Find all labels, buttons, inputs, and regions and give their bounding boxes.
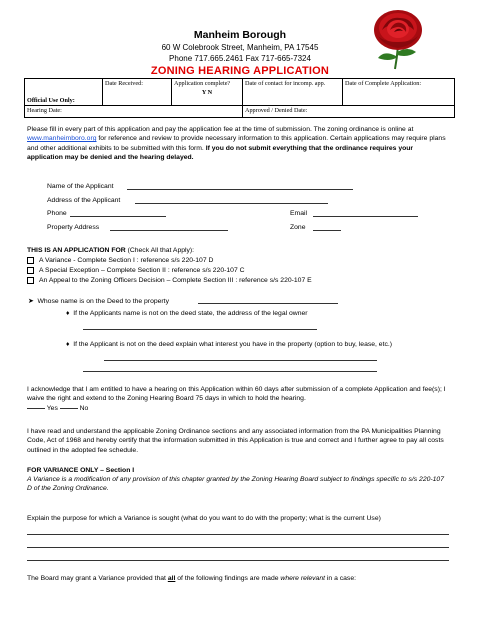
board-text-1: The Board may grant a Variance provided that xyxy=(27,575,168,582)
acknowledge-text: I acknowledge that I am entitled to have a hearing on this Application within 60 days after submission of a complete Application and fee(s); I waive the right and extend to the Zoning Hearing Board 75 days in which to hold the hearing. xyxy=(27,386,446,403)
option-variance-label: A Variance - Complete Section I : reference s/s 220-107 D xyxy=(39,257,214,264)
form-title: ZONING HEARING APPLICATION xyxy=(150,65,330,77)
variance-purpose-line-3[interactable] xyxy=(27,560,449,561)
phone-label: Phone xyxy=(47,210,67,217)
website-link[interactable]: www.manheimboro.org xyxy=(27,135,97,143)
intro-warning: If you do not submit everything that the ordinance requires your application may be denied and the hearing delayed. xyxy=(27,144,414,162)
checkbox-icon[interactable] xyxy=(27,277,34,284)
option-appeal-label: An Appeal to the Zoning Officers Decision – Complete Section III : reference s/s 220-107 E xyxy=(39,277,312,284)
legal-owner-field[interactable] xyxy=(83,329,317,330)
board-all: all xyxy=(167,575,176,582)
org-name: Manheim Borough xyxy=(193,29,287,41)
yes-label: Yes xyxy=(46,405,58,412)
official-use-label: Official Use Only: xyxy=(27,96,75,104)
board-findings-paragraph xyxy=(27,574,449,583)
date-received-label: Date Received: xyxy=(105,80,143,87)
deed-sub1 xyxy=(66,309,446,318)
complete-date-label: Date of Complete Application: xyxy=(345,80,422,87)
applicant-name-field[interactable] xyxy=(127,189,353,190)
option-special-exception-label: A Special Exception – Complete Section II : reference s/s 220-107 C xyxy=(39,267,245,274)
certify-paragraph: I have read and understand the applicable Zoning Ordinance sections and any associated information from the PA Municipalities Planning Code, Act of 1968 and hereby certify that the information submitted in this Application is true and correct and I further agree to pay all costs outlined in the adopted fee schedule. xyxy=(27,428,444,454)
deed-owner-field[interactable] xyxy=(198,303,338,304)
deed-sub2-label: If the Applicant is not on the deed explain what interest you have in the property (option to buy, lease, etc.) xyxy=(73,341,393,348)
approved-denied-cell[interactable] xyxy=(243,106,455,118)
zone-field[interactable] xyxy=(313,230,341,231)
interest-field-2[interactable] xyxy=(83,371,377,372)
application-complete-label: Application complete? xyxy=(174,80,231,87)
board-text-3: in a case: xyxy=(325,575,356,582)
applicant-address-field[interactable] xyxy=(135,203,328,204)
variance-purpose-prompt: Explain the purpose for which a Variance is sought (what do you want to do with the property; what is the current Use) xyxy=(27,515,381,522)
applicant-address-label: Address of the Applicant xyxy=(47,197,121,204)
checkbox-icon[interactable] xyxy=(27,267,34,274)
deed-sub1-label: If the Applicants name is not on the deed state, the address of the legal owner xyxy=(73,310,308,317)
intro-paragraph xyxy=(27,125,449,163)
checkbox-icon[interactable] xyxy=(27,257,34,264)
option-special-exception[interactable] xyxy=(27,266,449,275)
property-address-label: Property Address xyxy=(47,224,100,231)
no-label: No xyxy=(79,405,89,412)
approved-denied-label: Approved / Denied Date: xyxy=(245,107,308,114)
contact-date-label: Date of contact for incomp. app. xyxy=(245,80,326,87)
official-use-table xyxy=(24,78,455,118)
intro-text-1: Please fill in every part of this application and pay the application fee at the time of submission. The zoning ordinance is online at xyxy=(27,126,414,133)
variance-purpose-line-1[interactable] xyxy=(27,534,449,535)
diamond-bullet-icon: ♦ xyxy=(66,310,74,317)
application-complete-cell[interactable] xyxy=(172,79,243,106)
org-phone-fax: Phone 717.665.2461 Fax 717-665-7324 xyxy=(169,54,311,63)
no-field[interactable] xyxy=(60,408,78,409)
acknowledge-choice xyxy=(27,404,449,413)
acknowledge-paragraph xyxy=(27,385,449,404)
hearing-date-label: Hearing Date: xyxy=(27,107,62,114)
board-where-relevant: where relevant xyxy=(280,575,326,582)
board-text-2: of the following findings are made xyxy=(175,575,281,582)
deed-question xyxy=(28,297,450,306)
applicant-name-label: Name of the Applicant xyxy=(47,183,114,190)
section1-description: A Variance is a modification of any provision of this chapter granted by the Zoning Hearing Board subject to findings specific to s/s 220-107 D of the Zoning Ordinance. xyxy=(27,476,444,493)
arrow-bullet-icon: ➤ xyxy=(28,298,38,305)
option-variance[interactable] xyxy=(27,256,449,265)
contact-date-cell[interactable] xyxy=(243,79,343,106)
yes-field[interactable] xyxy=(27,408,45,409)
option-appeal[interactable] xyxy=(27,276,449,285)
application-for-title: THIS IS AN APPLICATION FOR xyxy=(27,247,126,254)
zone-label: Zone xyxy=(290,224,306,231)
section1-heading: FOR VARIANCE ONLY – Section I xyxy=(27,467,135,474)
application-for-heading xyxy=(27,246,449,255)
email-field[interactable] xyxy=(313,216,418,217)
phone-field[interactable] xyxy=(70,216,166,217)
hearing-date-cell[interactable] xyxy=(25,106,243,118)
deed-question-label: Whose name is on the Deed to the property xyxy=(37,298,169,305)
yes-no-options: Y N xyxy=(201,89,213,97)
email-label: Email xyxy=(290,210,307,217)
intro-text-2: for reference and review to provide necessary information to this application. Certain applications may require plans and other additional exhibits to be submitted with this form. xyxy=(27,135,446,152)
variance-purpose-line-2[interactable] xyxy=(27,547,449,548)
diamond-bullet-icon: ♦ xyxy=(66,341,74,348)
rose-logo-image xyxy=(368,6,428,70)
deed-sub2 xyxy=(66,340,452,349)
date-received-cell[interactable] xyxy=(103,79,172,106)
complete-date-cell[interactable] xyxy=(343,79,455,106)
interest-field-1[interactable] xyxy=(104,360,377,361)
property-address-field[interactable] xyxy=(110,230,228,231)
org-address: 60 W Colebrook Street, Manheim, PA 17545 xyxy=(161,43,319,52)
application-for-hint: (Check All that Apply): xyxy=(125,247,195,254)
